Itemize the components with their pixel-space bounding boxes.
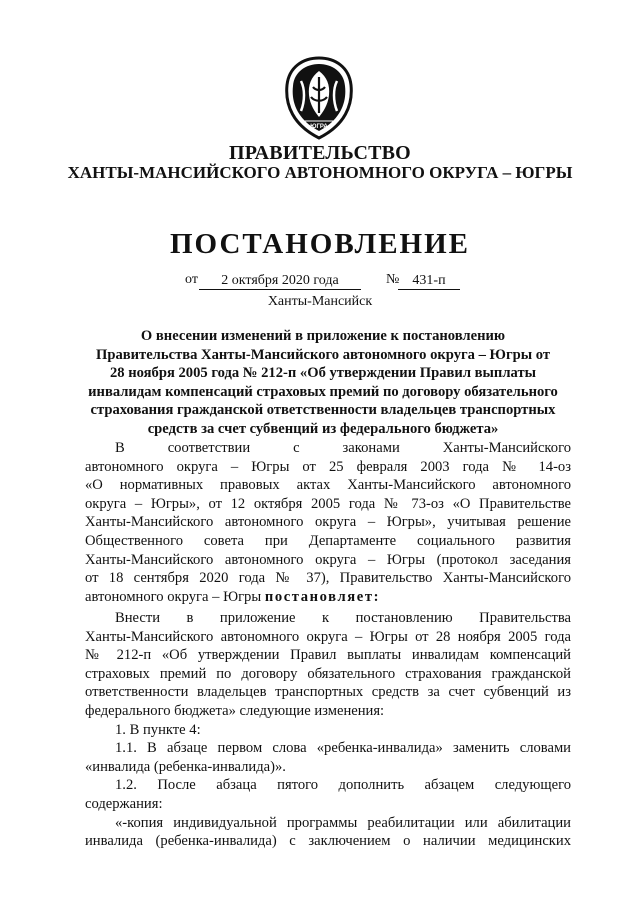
title-line: 28 ноября 2005 года № 212-п «Об утверждении Правил выплаты	[109, 365, 537, 381]
preamble-line: от 18 сентября 2020 года № 37), Правительство Ханты-Мансийского	[85, 570, 571, 587]
document-type-heading: ПОСТАНОВЛЕНИЕ	[169, 228, 470, 260]
body-line: Внести в приложение к постановлению Правительства	[115, 610, 571, 626]
preamble-line: «О нормативных правовых актах Ханты-Мансийского автономного	[85, 477, 571, 494]
body-line: содержания:	[85, 795, 163, 812]
preamble-line: Ханты-Мансийского автономного округа – Югры», учитывая решение	[85, 514, 571, 531]
preamble-last-line	[85, 588, 571, 607]
decree-word: постановляет:	[264, 588, 381, 605]
preamble-line: В соответствии с законами Ханты-Мансийского	[115, 440, 571, 456]
document-title	[80, 327, 566, 438]
document-number: 431-п	[398, 272, 460, 290]
emblem-text: ЮГРА	[310, 124, 328, 130]
preamble-line: Ханты-Мансийского автономного округа – Югры (протокол заседания	[85, 551, 571, 568]
city-name: Ханты-Мансийск	[267, 294, 373, 309]
preamble-line: автономного округа – Югры от 25 февраля 2003 года № 14-оз	[85, 458, 571, 475]
preamble-line: Общественного совета при Департаменте социального развития	[85, 532, 571, 549]
body-line: № 212-п «Об утверждении Правил выплаты инвалидам компенсаций	[85, 647, 571, 664]
title-line: Правительства Ханты-Мансийского автономного округа – Югры от	[95, 346, 551, 363]
preamble-line: округа – Югры», от 12 октября 2005 года № 73-оз «О Правительстве	[85, 495, 571, 512]
title-line: средств за счет субвенций из федерального бюджета»	[147, 420, 499, 437]
government-heading: ПРАВИТЕЛЬСТВО	[229, 142, 411, 164]
body-line: ответственности владельцев транспортных средств за счет субвенций из	[85, 684, 571, 701]
date-prefix: от	[185, 272, 198, 287]
body-line: «инвалида (ребенка-инвалида)».	[85, 758, 286, 775]
preamble-paragraph	[85, 439, 571, 606]
body-line: 1.2. После абзаца пятого дополнить абзацем следующего	[115, 777, 571, 794]
number-sign: №	[386, 272, 400, 287]
title-line: О внесении изменений в приложение к постановлению	[140, 328, 506, 344]
body-line: 1.1. В абзаце первом слова «ребенка-инвалида» заменить словами	[115, 740, 571, 757]
body-text	[85, 609, 571, 851]
document-date: 2 октября 2020 года	[199, 272, 361, 290]
body-line: Ханты-Мансийского автономного округа – Югры от 28 ноября 2005 года	[85, 628, 571, 645]
preamble-last-text: автономного округа – Югры	[85, 588, 265, 605]
body-line: инвалида (ребенка-инвалида) с заключением о наличии медицинских	[85, 833, 571, 850]
government-subheading: ХАНТЫ-МАНСИЙСКОГО АВТОНОМНОГО ОКРУГА – ЮГРЫ	[67, 163, 573, 182]
body-line: 1. В пункте 4:	[115, 721, 201, 738]
title-line: страхования гражданской ответственности владельцев транспортных	[90, 402, 556, 418]
body-line: страховых премий по договору обязательного страхования гражданской	[85, 665, 571, 682]
coat-of-arms-icon	[283, 55, 355, 141]
title-line: инвалидам компенсаций страховых премий по договору обязательного	[88, 383, 558, 400]
body-line: «-копия индивидуальной программы реабилитации или абилитации	[115, 814, 571, 831]
body-line: федерального бюджета» следующие изменения:	[85, 702, 385, 719]
